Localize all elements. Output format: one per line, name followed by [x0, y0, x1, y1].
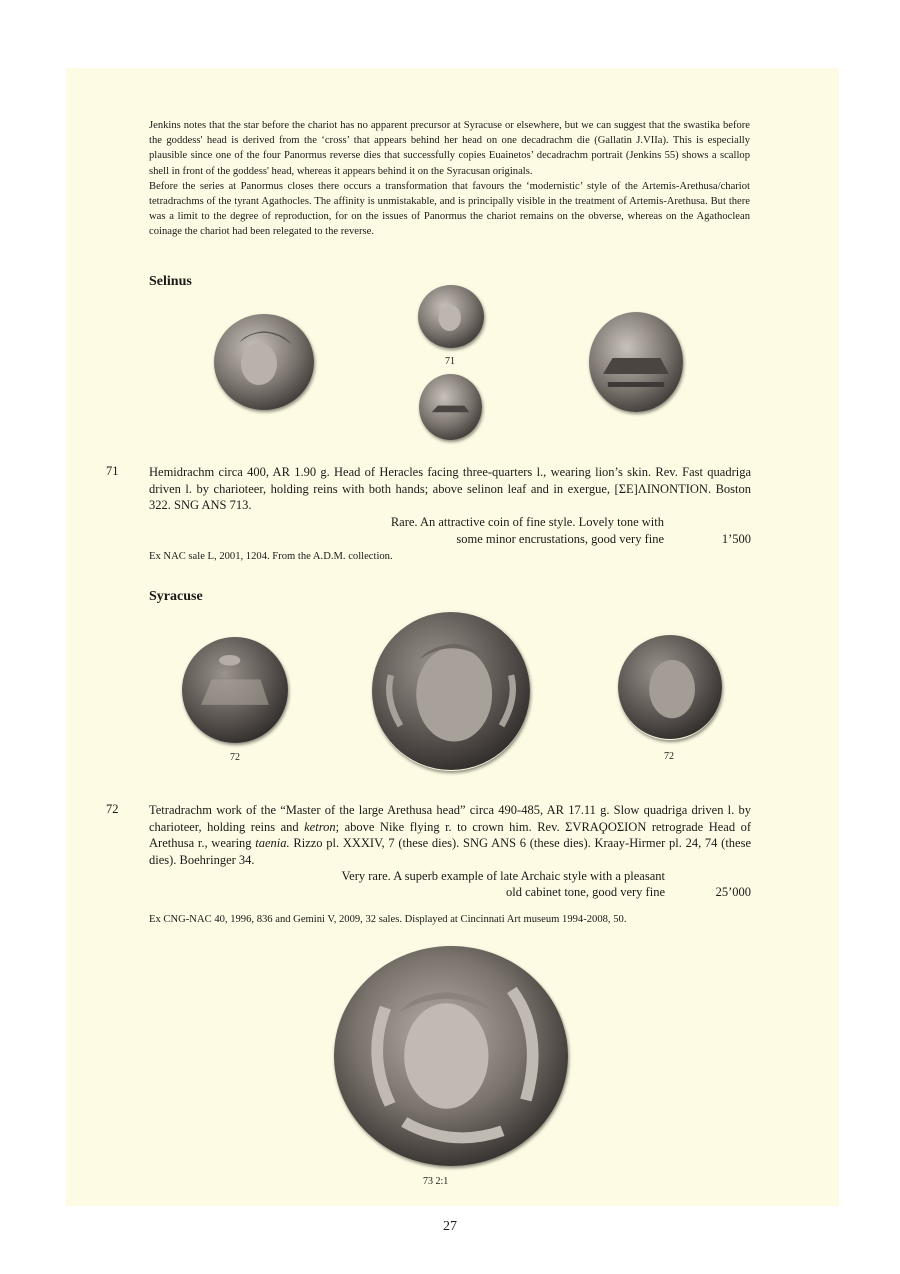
lot-description-72-part-b: ; above Nike flying r. to crown him. Rev. ΣVRAϘΟΣΙΟΝ retrograde Head of Arethusa r., wearing	[149, 819, 751, 851]
coin-image-arethusa-large	[372, 611, 530, 771]
lot-number-72: 72	[106, 802, 119, 816]
intro-paragraph-1: Jenkins notes that the star before the chariot has no apparent precursor at Syracuse or elsewhere, but we can suggest that the swastika before the goddess' head is derived from the ‘cross’ that appears behind her head on one decadrachm die (Gallatin J.VIIa). This is especially plausible since one of the four Panormus reverse dies that successfully copies Euainetos’ decadrachm portrait (Jenkins 55) shows a scallop shell in front of the goddess' head, whereas it appears behind it on the Syracusan originals.	[149, 120, 750, 177]
lot-description-71: Hemidrachm circa 400, AR 1.90 g. Head of Heracles facing three-quarters l., wearing lion’s skin. Rev. Fast quadriga driven l. by charioteer, holding reins with both hands; above selinon leaf and in exergue, [ΣΕ]ΛΙΝΟΝΤΙΟΝ. Boston 322. SNG ANS 713.	[149, 465, 751, 513]
intro-text	[149, 118, 750, 240]
coin-image-arethusa-small	[618, 634, 722, 740]
price-71: 1’500	[721, 532, 751, 546]
lot-description-72-ketron: ketron	[304, 819, 336, 834]
grade-line-72-b: old cabinet tone, good very fine	[506, 885, 665, 899]
lot-description-72-part-a: Tetradrachm work of the “Master of the large Arethusa head” circa 490-485, AR 17.11 g. Slow quadriga driven l. by charioteer, holding reins and	[149, 803, 751, 834]
page-number: 27	[443, 1219, 457, 1234]
price-72: 25’000	[715, 885, 751, 899]
grade-line-71-a: Rare. An attractive coin of fine style. Lovely tone with	[390, 515, 664, 529]
coin-image-quadriga-large	[589, 312, 683, 412]
coin-image-heracles-small	[418, 285, 484, 348]
intro-paragraph-2: Before the series at Panormus closes there occurs a transformation that favours the ‘modernistic’ style of the Artemis-Arethusa/chariot tetradrachms of the tyrant Agathocles. The affinity is unmistakable, and is principally visible in the treatment of Artemis-Arethusa. But there was a limit to the degree of reproduction, for on the issues of Panormus the chariot remains on the obverse, whereas on the Agathoclean coinage the chariot had been relegated to the reverse.	[149, 180, 750, 238]
coin-image-heracles-large	[214, 314, 314, 410]
caption-71: 71	[445, 356, 455, 367]
provenance-71: Ex NAC sale L, 2001, 1204. From the A.D.M. collection.	[149, 551, 393, 562]
coin-image-arethusa-enlarged	[334, 946, 568, 1166]
grade-line-71-b: some minor encrustations, good very fine	[456, 532, 664, 546]
lot-description-72	[149, 802, 751, 868]
lot-number-71: 71	[106, 464, 119, 478]
caption-72-left: 72	[230, 752, 240, 763]
lot-description-72-taenia: taenia.	[255, 836, 290, 851]
caption-72-right: 72	[664, 751, 674, 762]
grade-line-72-a: Very rare. A superb example of late Archaic style with a pleasant	[341, 869, 665, 883]
coin-image-quadriga-small	[419, 374, 482, 440]
caption-73-enlarged: 73 2:1	[423, 1176, 449, 1187]
section-title-selinus: Selinus	[149, 274, 192, 289]
lot-description-72-part-c: Rizzo pl. XXXIV, 7 (these dies). SNG ANS 6 (these dies). Kraay-Hirmer pl. 24, 74 (these dies). Boehringer 34.	[149, 836, 751, 867]
section-title-syracuse: Syracuse	[149, 589, 203, 604]
provenance-72: Ex CNG-NAC 40, 1996, 836 and Gemini V, 2009, 32 sales. Displayed at Cincinnati Art museum 1994-2008, 50.	[149, 914, 627, 925]
coin-image-quadriga-syracuse	[182, 637, 288, 743]
